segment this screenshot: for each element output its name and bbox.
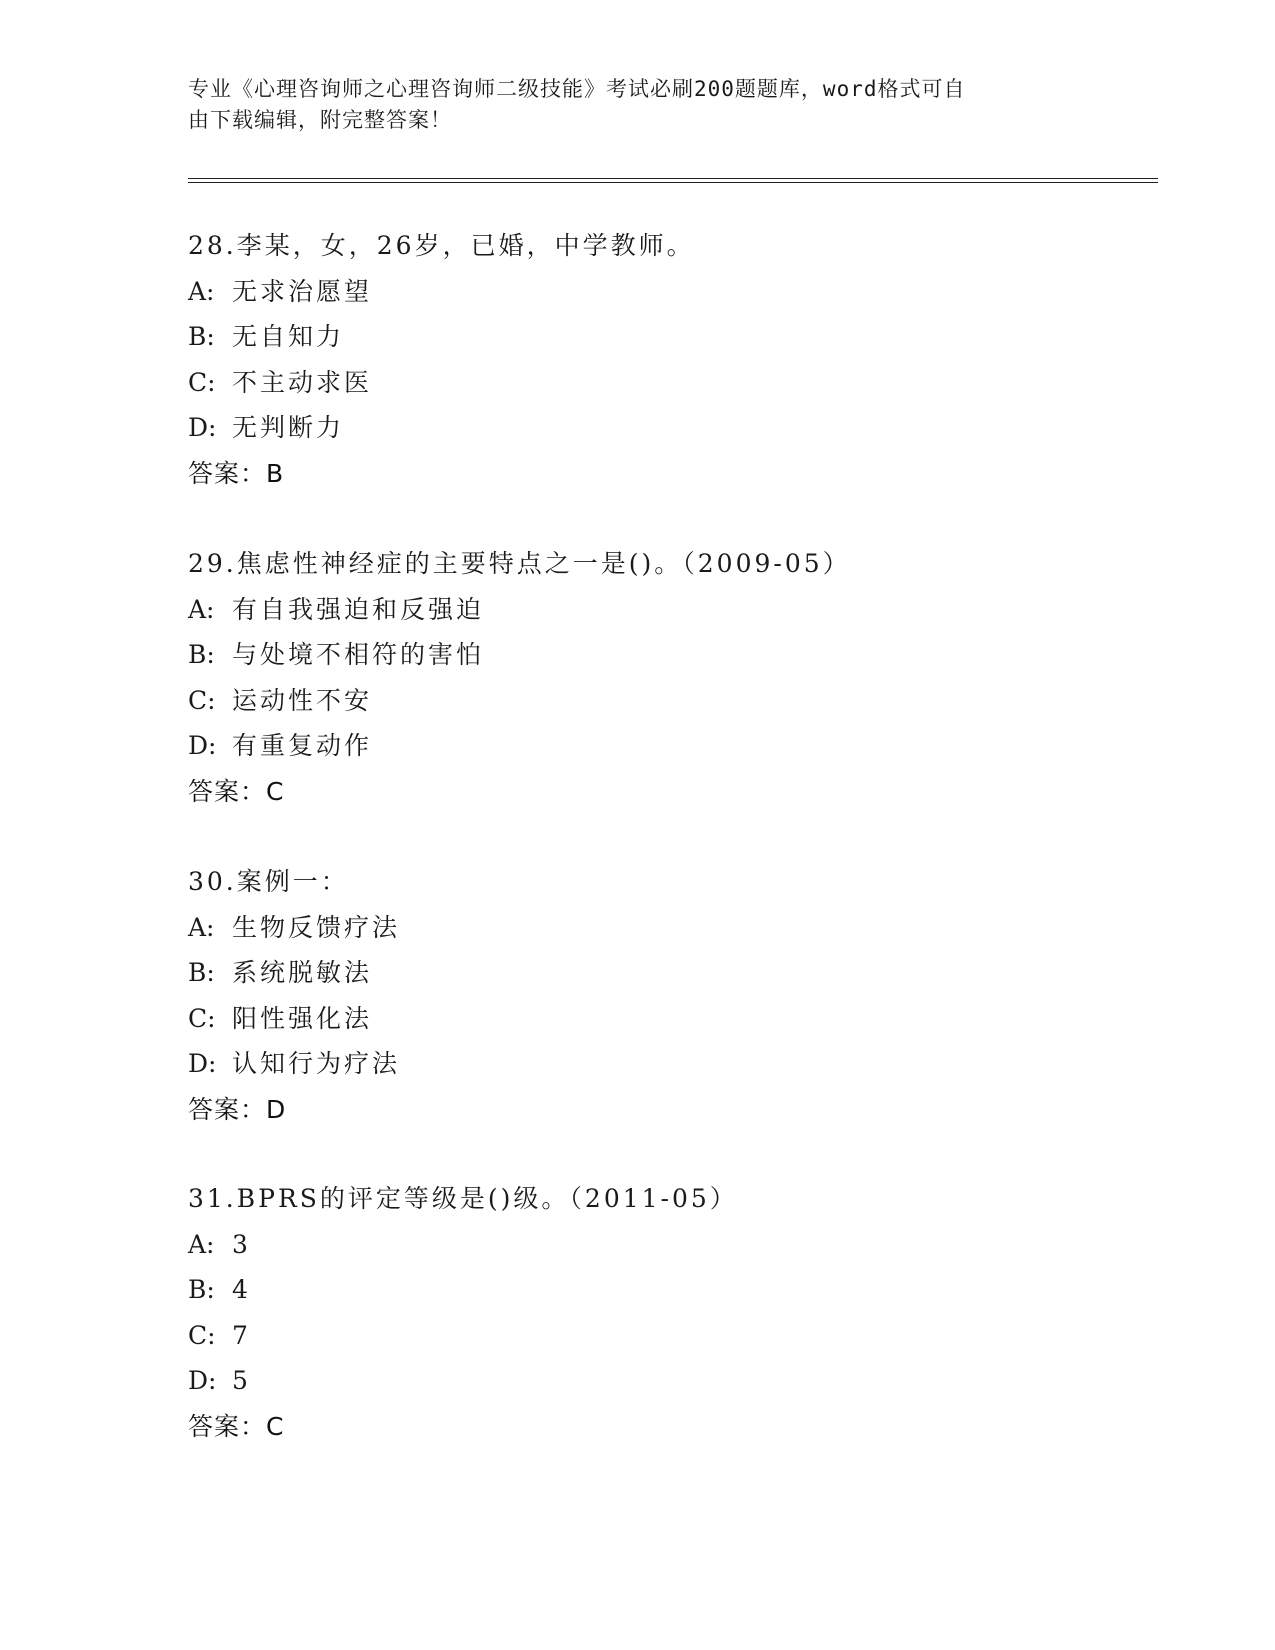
option-a (188, 905, 1188, 951)
option-text: 无判断力 (232, 413, 345, 442)
option-b (188, 950, 1188, 996)
option-c (188, 678, 1188, 724)
option-d (188, 1041, 1188, 1087)
question-stem: 30.案例一： (188, 867, 349, 896)
option-b (188, 632, 1188, 678)
question-stem: 31.BPRS的评定等级是()级。（2011-05） (188, 1184, 738, 1213)
option-letter: D: (188, 1366, 217, 1395)
option-c (188, 996, 1188, 1042)
option-text: 运动性不安 (232, 685, 373, 715)
question-stem: 29.焦虑性神经症的主要特点之一是()。（2009-05） (188, 549, 851, 578)
option-letter: B: (188, 322, 215, 351)
option-a (188, 1222, 1188, 1268)
option-text: 与处境不相符的害怕 (232, 640, 485, 669)
header-double-rule (188, 178, 1158, 183)
option-c (188, 360, 1188, 406)
answer-label: 答案：D (188, 1094, 287, 1124)
option-letter: A: (188, 594, 215, 624)
option-d (188, 1358, 1188, 1404)
option-b (188, 314, 1188, 360)
option-text: 系统脱敏法 (232, 958, 373, 987)
option-letter: A: (188, 276, 215, 306)
option-text: 4 (232, 1275, 251, 1304)
option-text: 3 (232, 1229, 251, 1259)
option-a (188, 587, 1188, 633)
option-text: 有自我强迫和反强迫 (232, 594, 485, 624)
question-30 (188, 859, 1188, 1132)
option-text: 无求治愿望 (232, 276, 373, 306)
option-text: 7 (232, 1320, 251, 1350)
question-29 (188, 541, 1188, 814)
option-letter: B: (188, 1275, 215, 1304)
option-text: 认知行为疗法 (232, 1049, 401, 1078)
option-letter: B: (188, 640, 215, 669)
option-text: 5 (232, 1366, 251, 1395)
header-line-2: 由下载编辑，附完整答案！ (188, 108, 452, 132)
option-text: 阳性强化法 (232, 1003, 373, 1033)
option-c (188, 1313, 1188, 1359)
option-a (188, 269, 1188, 315)
option-letter: D: (188, 413, 217, 442)
question-28 (188, 223, 1188, 496)
option-text: 有重复动作 (232, 731, 373, 760)
option-letter: D: (188, 731, 217, 760)
option-text: 生物反馈疗法 (232, 912, 401, 942)
option-letter: D: (188, 1049, 217, 1078)
answer-label: 答案：B (188, 458, 285, 488)
header-line-1: 专业《心理咨询师之心理咨询师二级技能》考试必刷200题题库，word格式可自 (188, 77, 966, 101)
answer-label: 答案：C (188, 1411, 285, 1441)
option-b (188, 1267, 1188, 1313)
option-letter: C: (188, 685, 216, 715)
option-text: 不主动求医 (232, 367, 373, 397)
answer-label: 答案：C (188, 776, 285, 806)
question-31 (188, 1176, 1188, 1449)
option-letter: A: (188, 1229, 215, 1259)
option-d (188, 405, 1188, 451)
option-letter: B: (188, 958, 215, 987)
document-header (188, 74, 1068, 136)
option-letter: A: (188, 912, 215, 942)
option-letter: C: (188, 1320, 216, 1350)
option-letter: C: (188, 1003, 216, 1033)
option-letter: C: (188, 367, 216, 397)
option-d (188, 723, 1188, 769)
option-text: 无自知力 (232, 322, 345, 351)
question-stem: 28.李某，女，26岁，已婚，中学教师。 (188, 231, 695, 260)
